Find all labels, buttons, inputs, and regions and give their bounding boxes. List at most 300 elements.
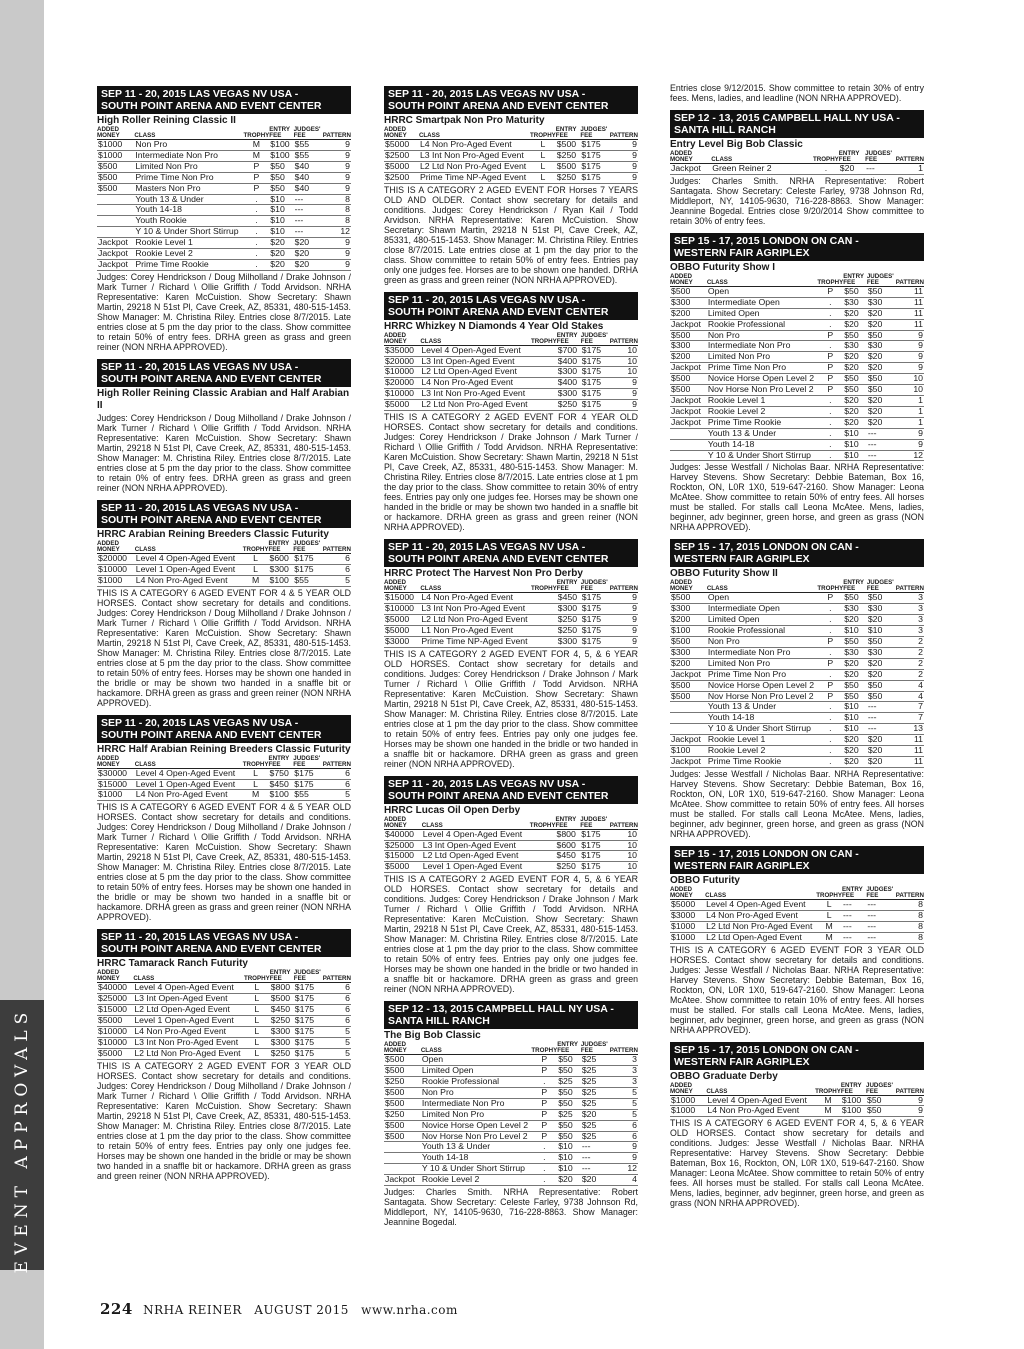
header-trophy: TROPHY: [531, 1042, 557, 1055]
entry-fee: $800: [270, 983, 294, 994]
table-row: [384, 1077, 638, 1088]
table-row: [97, 194, 351, 205]
event-date-location: SEP 11 - 20, 2015 LAS VEGAS NV USA -: [388, 88, 586, 100]
pattern-number: 9: [608, 603, 638, 614]
added-money: $15000: [384, 851, 422, 862]
table-row: [97, 1005, 351, 1016]
class-table-header: [670, 274, 924, 287]
event-header: [384, 776, 638, 804]
event-date-location: SEP 11 - 20, 2015 LAS VEGAS NV USA -: [388, 541, 586, 554]
header-pattern: PATTERN: [894, 274, 924, 287]
header-judges: JUDGES' FEE: [580, 815, 608, 829]
event-description: THIS IS A CATEGORY 6 AGED EVENT FOR 4, 5, & 6 YEAR OLD HORSES. Contact show secretary for details and conditions. Judges: Jesse Westfall / Nicholas Baar. NRHA Representative: Harvey Stevens. Show Secretary: Debbie Bateman, Box 16, Rockton, ON, L0R 1X0, 519-647-2160. Show Manager: Leona McAtee. Show committee to retain 50% of entry fees. All horses must be stalled. For stalls call Leona McAtee. Mens, ladies, beginner, adv beginner, green horse, and green as grass (NON NRHA APPROVED).: [670, 1118, 924, 1209]
added-money: [97, 194, 134, 205]
pattern-number: 6: [608, 1120, 638, 1131]
class-table-header: [384, 127, 638, 140]
header-trophy: TROPHY: [530, 127, 556, 140]
trophy-code: .: [531, 1175, 557, 1186]
entry-fee: $20: [269, 249, 293, 260]
added-money: $1000: [670, 1106, 706, 1117]
class-name: L2 Ltd Non Pro-Aged Event: [420, 400, 531, 411]
added-money: [670, 439, 707, 450]
added-money: $500: [97, 161, 134, 172]
trophy-code: [530, 851, 556, 862]
header-class: CLASS: [711, 151, 813, 164]
event-title: Entry Level Big Bob Classic: [670, 139, 803, 150]
event-venue: SOUTH POINT ARENA AND EVENT CENTER: [101, 100, 322, 112]
pattern-number: 5: [608, 1087, 638, 1098]
added-money: [97, 216, 134, 227]
pattern-number: 9: [608, 636, 638, 647]
added-money: [384, 1153, 421, 1164]
trophy-code: L: [816, 899, 842, 910]
event-listing: [97, 500, 351, 708]
judges-fee: $50: [867, 330, 894, 341]
trophy-code: .: [817, 319, 843, 330]
event-listing: [670, 83, 924, 103]
class-name: Rookie Level 1: [134, 238, 243, 249]
header-entry: ENTRY FEE: [556, 817, 581, 830]
judges-fee: $20: [867, 395, 894, 406]
entry-fee: $20: [843, 308, 867, 319]
class-name: L2 Ltd Non Pro-Aged Event: [420, 614, 531, 625]
pattern-number: 10: [608, 345, 638, 356]
pattern-number: 9: [321, 259, 351, 270]
class-name: L4 Non Pro-Aged Event: [420, 593, 531, 604]
class-table-header: [97, 541, 351, 554]
entry-fee: $10: [557, 1142, 581, 1153]
table-row: [670, 439, 924, 450]
header-judges: JUDGES' FEE: [293, 539, 321, 553]
added-money: $500: [384, 1131, 421, 1142]
event-title: OBBO Futurity Show II: [670, 568, 778, 580]
trophy-code: [531, 389, 557, 400]
pattern-number: 3: [894, 604, 924, 615]
class-table: [670, 151, 924, 175]
judges-fee: $175: [294, 1026, 321, 1037]
table-row: [384, 1109, 638, 1120]
table-row: [670, 735, 924, 746]
judges-fee: $175: [581, 367, 608, 378]
table-row: [384, 1055, 638, 1066]
trophy-code: P: [531, 1066, 557, 1077]
table-row: [384, 1164, 638, 1175]
judges-fee: $20: [294, 259, 321, 270]
table-row: [670, 757, 924, 768]
judges-fee: $25: [581, 1120, 608, 1131]
class-name: Level 1 Open-Aged Event: [135, 564, 243, 575]
class-name: Limited Non Pro: [707, 658, 818, 669]
pattern-number: 9: [321, 183, 351, 194]
pattern-number: 9: [894, 341, 924, 352]
table-row: [670, 450, 924, 461]
judges-fee: ---: [866, 910, 893, 921]
header-trophy: TROPHY: [530, 817, 556, 830]
trophy-code: P: [531, 1098, 557, 1109]
added-money: $1000: [670, 921, 705, 932]
added-money: $500: [670, 330, 707, 341]
event-header: [670, 1042, 924, 1070]
trophy-code: .: [817, 439, 843, 450]
event-description: Judges: Jesse Westfall / Nicholas Baar. NRHA Representative: Harvey Stevens. Show Secretary: Debbie Bateman, Box 16, Rockton, ON, L0R 1X0, 519-647-2160. Show Manager: Leona McAtee. Show committee to retain 50% of entry fees. All horses must be stalled. For stalls call Leona McAtee. Mens, ladies, beginner, adv beginner, green horse, and green as grass (NON NRHA APPROVED).: [670, 462, 924, 533]
header-entry: ENTRY FEE: [841, 1083, 866, 1096]
class-name: Intermediate Open: [707, 604, 818, 615]
class-name: Nov Horse Non Pro Level 2: [707, 385, 818, 396]
judges-fee: $20: [867, 319, 894, 330]
class-name: Y 10 & Under Short Stirrup: [134, 227, 243, 238]
judges-fee: $175: [580, 862, 607, 873]
event-description: Judges: Charles Smith. NRHA Representative: Robert Santagata. Show Secretary: Celeste Farley, 9738 Johnson Rd, Middleport, NY, 14105-9630, 716-228-8863. Show Manager: Jeannine Bogedal.: [384, 1187, 638, 1228]
header-class: CLASS: [135, 541, 243, 554]
class-name: Open: [421, 1055, 532, 1066]
added-money: $250: [384, 1077, 421, 1088]
judges-fee: $175: [294, 983, 321, 994]
class-name: L4 Non Pro-Aged Event: [135, 790, 243, 801]
pattern-number: 6: [321, 994, 351, 1005]
added-money: $1000: [97, 140, 134, 151]
judges-fee: $175: [293, 768, 320, 779]
class-name: Novice Horse Open Level 2: [421, 1120, 532, 1131]
trophy-code: M: [815, 1095, 841, 1106]
trophy-code: [531, 378, 557, 389]
judges-fee: $30: [867, 341, 894, 352]
judges-fee: $20: [581, 1175, 608, 1186]
trophy-code: M: [243, 790, 269, 801]
pattern-number: 5: [321, 790, 351, 801]
added-money: $200: [670, 308, 707, 319]
header-pattern: PATTERN: [321, 970, 351, 983]
header-added: ADDED MONEY: [384, 1042, 421, 1055]
judges-fee: $25: [581, 1066, 608, 1077]
entry-fee: $100: [269, 575, 294, 586]
event-date-location: SEP 15 - 17, 2015 LONDON ON CAN -: [674, 1043, 859, 1056]
table-row: [670, 702, 924, 713]
added-money: $40000: [97, 983, 133, 994]
trophy-code: .: [817, 450, 843, 461]
trophy-code: P: [244, 172, 270, 183]
table-row: [384, 593, 638, 604]
entry-fee: $10: [843, 439, 867, 450]
added-money: [384, 1164, 421, 1175]
header-trophy: TROPHY: [531, 580, 557, 593]
class-table: [670, 580, 924, 768]
class-name: Limited Non Pro: [421, 1109, 532, 1120]
entry-fee: $300: [270, 1037, 294, 1048]
judges-fee: $20: [867, 417, 894, 428]
class-name: L3 Int Non Pro-Aged Event: [420, 389, 531, 400]
header-entry: ENTRY FEE: [557, 333, 581, 346]
added-money: $500: [670, 637, 707, 648]
pattern-number: 9: [608, 400, 638, 411]
class-name: Y 10 & Under Short Stirrup: [707, 450, 818, 461]
class-name: Level 4 Open-Aged Event: [706, 1095, 815, 1106]
judges-fee: $175: [580, 161, 607, 172]
entry-fee: $250: [557, 625, 581, 636]
trophy-code: P: [531, 1109, 557, 1120]
event-description: Judges: Corey Hendrickson / Doug Milholland / Drake Johnson / Mark Turner / Richard \ Ollie Griffith / Todd Arvidson. NRHA Representative: Karen McCuistion. Show Secretary: Shawn Martin, 29218 N 51st Pl, Cave Creek, AZ, 85331, 480-515-1453. Show Manager: M. Christina Riley. Entries close 8/7/2015. Late entries close at 5 pm the day prior to the class. Show committee to retain 0% of entry fees. DRHA green as grass and green reiner (NON NRHA APPROVED).: [97, 412, 351, 493]
pattern-number: 9: [894, 363, 924, 374]
trophy-code: .: [817, 341, 843, 352]
table-row: [97, 994, 351, 1005]
pattern-number: 11: [894, 735, 924, 746]
table-row: [384, 840, 638, 851]
added-money: $300: [670, 647, 707, 658]
header-trophy: TROPHY: [813, 151, 839, 164]
added-money: $20000: [97, 553, 135, 564]
added-money: $5000: [384, 625, 420, 636]
table-row: [97, 227, 351, 238]
entry-fee: $20: [843, 746, 867, 757]
added-money: $1000: [670, 1095, 706, 1106]
table-row: [670, 417, 924, 428]
entry-fee: $50: [557, 1098, 581, 1109]
trophy-code: .: [817, 308, 843, 319]
event-description: Judges: Corey Hendrickson / Doug Milholland / Drake Johnson / Mark Turner / Richard \ Ollie Griffith / Todd Arvidson. NRHA Representative: Karen McCuistion. Show Secretary: Shawn Martin, 29218 N 51st Pl, Cave Creek, AZ, 85331, 480-515-1453. Show Manager: M. Christina Riley. Entries close 8/7/2015. Late entries close at 5 pm the day prior to the class. Show committee to retain 50% of entry fees. DRHA green as grass and green reiner (NON NRHA APPROVED).: [97, 271, 351, 352]
header-trophy: TROPHY: [243, 756, 269, 769]
added-money: Jackpot: [670, 417, 707, 428]
event-description: Judges: Jesse Westfall / Nicholas Baar. NRHA Representative: Harvey Stevens. Show Secretary: Debbie Bateman, Box 16, Rockton, ON, L0R 1X0, 519-647-2160. Show Manager: Leona McAtee. Show committee to retain 50% of entry fees. All horses must be stalled. For stalls call Leona McAtee. Mens, ladies, beginner, adv beginner, green horse, and green as grass (NON NRHA APPROVED).: [670, 768, 924, 839]
pattern-number: 2: [894, 647, 924, 658]
class-name: Limited Open: [707, 615, 818, 626]
pattern-number: 9: [894, 330, 924, 341]
judges-fee: $20: [867, 669, 894, 680]
table-row: [670, 637, 924, 648]
event-header: [384, 1001, 638, 1029]
trophy-code: .: [817, 395, 843, 406]
entry-fee: ---: [842, 932, 866, 943]
added-money: [670, 713, 707, 724]
added-money: $200: [670, 615, 707, 626]
trophy-code: L: [243, 564, 269, 575]
judges-fee: ---: [867, 702, 894, 713]
table-row: [670, 593, 924, 604]
judges-fee: $50: [867, 593, 894, 604]
judges-fee: ---: [581, 1164, 608, 1175]
pattern-number: 6: [321, 1005, 351, 1016]
event-date-location: SEP 11 - 20, 2015 LAS VEGAS NV USA -: [101, 501, 299, 514]
pattern-number: 9: [608, 378, 638, 389]
added-money: $3000: [670, 910, 705, 921]
header-entry: ENTRY FEE: [269, 756, 294, 769]
added-money: $1000: [97, 790, 135, 801]
added-money: $2500: [384, 172, 419, 183]
table-row: [670, 713, 924, 724]
class-table-header: [384, 1042, 638, 1055]
trophy-code: L: [530, 161, 556, 172]
judges-fee: $175: [581, 345, 608, 356]
header-added: ADDED MONEY: [670, 151, 711, 164]
judges-fee: $175: [580, 851, 607, 862]
pattern-number: 6: [321, 779, 351, 790]
added-money: $300: [670, 297, 707, 308]
entry-fee: $50: [843, 385, 867, 396]
event-date-location: SEP 11 - 20, 2015 LAS VEGAS NV USA -: [388, 293, 586, 306]
class-table: [97, 541, 351, 587]
class-name: Prime Time NP-Aged Event: [419, 172, 530, 183]
added-money: $10000: [97, 1026, 133, 1037]
event-date-location: SEP 12 - 13, 2015 CAMPBELL HALL NY USA -: [388, 1003, 614, 1016]
header-judges: JUDGES' FEE: [866, 272, 894, 286]
entry-fee: $50: [269, 183, 293, 194]
entry-fee: $10: [557, 1164, 581, 1175]
table-row: [97, 150, 351, 161]
table-row: [384, 1153, 638, 1164]
event-date-location: SEP 15 - 17, 2015 LONDON ON CAN -: [674, 847, 859, 860]
entry-fee: $50: [843, 637, 867, 648]
added-money: $15000: [97, 779, 135, 790]
pattern-number: 9: [894, 1106, 924, 1117]
trophy-code: .: [244, 205, 270, 216]
class-name: Non Pro: [421, 1087, 532, 1098]
class-name: L4 Non Pro-Aged Event: [133, 1026, 244, 1037]
class-table: [384, 817, 638, 874]
header-pattern: PATTERN: [894, 887, 924, 900]
event-venue: SOUTH POINT ARENA AND EVENT CENTER: [388, 100, 609, 112]
added-money: [670, 428, 707, 439]
entry-fee: $600: [556, 840, 581, 851]
class-name: Rookie Level 2: [421, 1175, 532, 1186]
added-money: $500: [670, 691, 707, 702]
event-header: [670, 233, 924, 261]
header-entry: ENTRY FEE: [557, 1042, 581, 1055]
table-row: [384, 862, 638, 873]
trophy-code: P: [817, 363, 843, 374]
event-title: HRRC Tamarack Ranch Futurity: [97, 958, 248, 970]
event-description: THIS IS A CATEGORY 2 AGED EVENT FOR Horses 7 YEARS OLD AND OLDER. Contact show secretary for details and conditions. Judges: Corey Hendrickson / Ryan Kail / Todd Arvidson. NRHA Representative: Karen McCuistion. Show Secretary: Shawn Martin, 29218 N 51st Pl, Cave Creek, AZ, 85331, 480-515-1453. Show Manager: M. Christina Riley. Entries close 8/7/2015. Late entries close at 1 pm the day prior to the class. Show committee to retain 50% of entry fees. Entries pay only one judges fee. Horses are to be shown one handed. DRHA green as grass and green reiner (NON NRHA APPROVED).: [384, 184, 638, 285]
entry-fee: $500: [270, 994, 294, 1005]
added-money: $500: [384, 1098, 421, 1109]
header-class: CLASS: [422, 817, 530, 830]
class-name: L4 Non Pro-Aged Event: [135, 575, 243, 586]
entry-fee: $800: [556, 829, 581, 840]
class-name: L3 Int Open-Aged Event: [420, 356, 531, 367]
class-name: Limited Non Pro: [707, 352, 818, 363]
added-money: $500: [670, 286, 707, 297]
added-money: $300: [670, 341, 707, 352]
class-name: Youth 13 & Under: [707, 428, 818, 439]
class-name: Masters Non Pro: [134, 183, 243, 194]
table-row: [97, 553, 351, 564]
header-entry: ENTRY FEE: [557, 580, 581, 593]
pattern-number: 5: [321, 1037, 351, 1048]
trophy-code: L: [244, 1048, 270, 1059]
entry-fee: ---: [842, 921, 866, 932]
added-money: $2500: [384, 150, 419, 161]
event-description: THIS IS A CATEGORY 6 AGED EVENT FOR 4 & 5 YEAR OLD HORSES. Contact show secretary for details and conditions. Judges: Corey Hendrickson / Doug Milholland / Drake Johnson / Mark Turner / Richard \ Ollie Griffith / Todd Arvidson. NRHA Representative: Karen McCuistion. Show Secretary: Shawn Martin, 29218 N 51st Pl, Cave Creek, AZ, 85331, 480-515-1453. Show Manager: M. Christina Riley. Entries close 8/7/2015. Late entries close at 5 pm the day prior to the class. Show committee to retain 50% of entry fees. Horses may be shown one handed in the bridle or may be shown two handed in a snaffle bit or hackamore. DRHA green as grass and green reiner (NON NRHA APPROVED).: [97, 587, 351, 708]
event-listing: [670, 539, 924, 839]
event-header: [670, 110, 924, 138]
entry-fee: $50: [843, 374, 867, 385]
class-name: Youth 13 & Under: [707, 702, 818, 713]
pattern-number: 9: [894, 439, 924, 450]
header-class: CLASS: [706, 1083, 815, 1096]
event-title: HRRC Smartpak Non Pro Maturity: [384, 115, 545, 126]
event-venue: SANTA HILL RANCH: [388, 1015, 490, 1028]
added-money: $5000: [384, 862, 422, 873]
table-row: [384, 625, 638, 636]
added-money: $35000: [384, 345, 420, 356]
pattern-number: 10: [608, 356, 638, 367]
judges-fee: $25: [581, 1077, 608, 1088]
event-title: HRRC Protect The Harvest Non Pro Derby: [384, 568, 583, 580]
class-name: Rookie Level 1: [707, 735, 818, 746]
table-row: [384, 636, 638, 647]
added-money: Jackpot: [97, 238, 134, 249]
class-table-header: [97, 970, 351, 983]
added-money: $500: [384, 1055, 421, 1066]
judges-fee: $40: [294, 161, 321, 172]
entry-fee: $10: [269, 216, 293, 227]
table-row: [384, 1131, 638, 1142]
header-judges: JUDGES' FEE: [293, 126, 321, 139]
added-money: Jackpot: [97, 249, 134, 260]
header-class: CLASS: [419, 127, 530, 140]
added-money: $250: [384, 1109, 421, 1120]
pattern-number: 6: [321, 983, 351, 994]
table-row: [384, 389, 638, 400]
table-row: [97, 183, 351, 194]
added-money: $500: [670, 385, 707, 396]
added-money: $500: [384, 1066, 421, 1077]
header-judges: JUDGES' FEE: [866, 885, 894, 899]
header-pattern: PATTERN: [894, 1083, 924, 1096]
class-name: Y 10 & Under Short Stirrup: [421, 1164, 532, 1175]
entry-fee: $10: [843, 626, 867, 637]
entry-fee: $50: [269, 172, 293, 183]
judges-fee: ---: [294, 227, 321, 238]
trophy-code: L: [244, 1005, 270, 1016]
added-money: Jackpot: [670, 757, 707, 768]
judges-fee: $20: [867, 363, 894, 374]
pattern-number: 3: [608, 1066, 638, 1077]
header-judges: JUDGES' FEE: [580, 579, 608, 593]
entry-fee: $250: [556, 150, 581, 161]
pattern-number: 6: [321, 768, 351, 779]
event-listing: [384, 539, 638, 769]
entry-fee: $250: [270, 1016, 294, 1027]
class-name: Youth 13 & Under: [134, 194, 243, 205]
entry-fee: $250: [556, 172, 581, 183]
class-table: [384, 333, 638, 411]
class-table-header: [97, 127, 351, 140]
added-money: $5000: [384, 140, 419, 151]
pattern-number: 9: [608, 150, 638, 161]
event-date-location: SEP 12 - 13, 2015 CAMPBELL HALL NY USA -: [674, 112, 900, 124]
trophy-code: .: [817, 626, 843, 637]
header-class: CLASS: [134, 127, 243, 140]
judges-fee: $175: [580, 840, 607, 851]
entry-fee: $450: [556, 851, 581, 862]
table-row: [384, 1066, 638, 1077]
header-entry: ENTRY FEE: [839, 151, 865, 164]
header-trophy: TROPHY: [817, 274, 843, 287]
pattern-number: 5: [321, 575, 351, 586]
table-row: [384, 1120, 638, 1131]
class-table: [384, 127, 638, 184]
class-name: Level 4 Open-Aged Event: [135, 768, 243, 779]
entry-fee: $20: [843, 757, 867, 768]
pattern-number: 9: [894, 428, 924, 439]
judges-fee: $175: [581, 389, 608, 400]
trophy-code: L: [243, 768, 269, 779]
table-row: [670, 385, 924, 396]
entry-fee: $20: [843, 352, 867, 363]
class-name: L4 Non Pro-Aged Event: [419, 140, 530, 151]
judges-fee: $55: [294, 140, 321, 151]
entry-fee: $100: [269, 790, 294, 801]
class-table-header: [384, 817, 638, 830]
pattern-number: 8: [894, 932, 924, 943]
